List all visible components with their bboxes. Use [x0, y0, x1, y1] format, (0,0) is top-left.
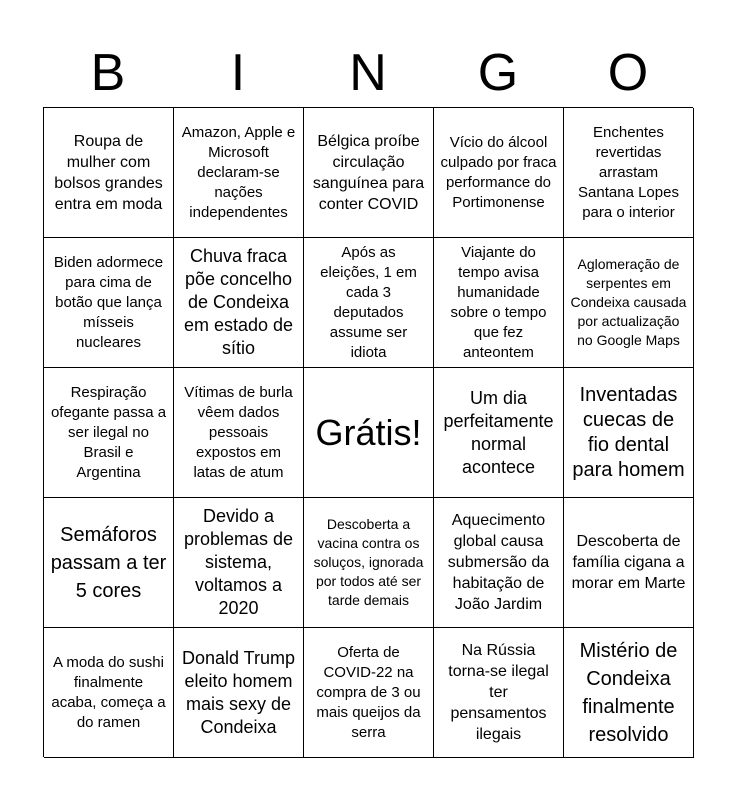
- bingo-cell[interactable]: [434, 108, 564, 238]
- bingo-cell-text: Bélgica proíbe circulação sanguínea para conter COVID: [312, 132, 425, 213]
- bingo-cell-text: Aglomeração de serpentes em Condeixa causada por actualização no Google Maps: [570, 256, 687, 348]
- bingo-cell[interactable]: [174, 238, 304, 368]
- bingo-cell-text: Oferta de COVID-22 na compra de 3 ou mais queijos da serra: [316, 643, 421, 741]
- bingo-cell[interactable]: [564, 628, 694, 758]
- bingo-cell-text: Viajante do tempo avisa humanidade sobre o tempo que fez anteontem: [450, 243, 547, 361]
- bingo-cell-text: Amazon, Apple e Microsoft declaram-se nações independentes: [181, 123, 296, 221]
- header-letter-i: I: [230, 44, 246, 102]
- bingo-cell[interactable]: [564, 238, 694, 368]
- bingo-cell-text: Biden adormece para cima de botão que lança mísseis nucleares: [53, 253, 164, 351]
- bingo-cell[interactable]: [44, 238, 174, 368]
- bingo-cell-text: Mistério de Condeixa finalmente resolvido: [579, 639, 678, 746]
- header-letter-n: N: [349, 44, 387, 102]
- bingo-header: [43, 38, 693, 108]
- bingo-cell[interactable]: [174, 368, 304, 498]
- bingo-cell-text: Roupa de mulher com bolsos grandes entra em moda: [54, 132, 163, 213]
- bingo-cell-text: A moda do sushi finalmente acaba, começa a do ramen: [51, 653, 166, 731]
- bingo-cell[interactable]: [44, 108, 174, 238]
- bingo-cell[interactable]: [564, 368, 694, 498]
- bingo-cell[interactable]: [434, 498, 564, 628]
- bingo-cell-text: Devido a problemas de sistema, voltamos a 2020: [183, 506, 294, 618]
- bingo-cell[interactable]: [174, 108, 304, 238]
- bingo-cell-text: Semáforos passam a ter 5 cores: [50, 523, 167, 602]
- free-space-text: Grátis!: [315, 411, 422, 453]
- free-space-cell[interactable]: [304, 368, 434, 498]
- header-letter-g: G: [477, 44, 519, 102]
- bingo-cell-text: Após as eleições, 1 em cada 3 deputados assume ser idiota: [320, 243, 417, 361]
- bingo-cell[interactable]: [44, 628, 174, 758]
- bingo-cell[interactable]: [174, 628, 304, 758]
- bingo-cell[interactable]: [564, 498, 694, 628]
- bingo-grid: [43, 107, 693, 757]
- bingo-cell-text: Aquecimento global causa submersão da habitação de João Jardim: [447, 512, 550, 613]
- bingo-cell[interactable]: [174, 498, 304, 628]
- bingo-cell-text: Chuva fraca põe concelho de Condeixa em estado de sítio: [183, 246, 294, 358]
- bingo-cell-text: Descoberta a vacina contra os soluços, ignorada por todos até ser tarde demais: [313, 516, 424, 608]
- bingo-cell[interactable]: [304, 238, 434, 368]
- bingo-cell[interactable]: [44, 368, 174, 498]
- bingo-cell-text: Na Rússia torna-se ilegal ter pensamentos ilegais: [448, 642, 549, 743]
- bingo-cell-text: Vítimas de burla vêem dados pessoais expostos em latas de atum: [184, 383, 293, 481]
- header-letter-o: O: [607, 44, 649, 102]
- bingo-cell[interactable]: [434, 628, 564, 758]
- bingo-cell-text: Respiração ofegante passa a ser ilegal no Brasil e Argentina: [50, 383, 167, 481]
- bingo-cell[interactable]: [44, 498, 174, 628]
- bingo-cell[interactable]: [304, 628, 434, 758]
- header-letter-b: B: [90, 44, 126, 102]
- bingo-cell[interactable]: [304, 108, 434, 238]
- bingo-cell[interactable]: [304, 498, 434, 628]
- bingo-cell[interactable]: [434, 368, 564, 498]
- bingo-cell-text: Um dia perfeitamente normal acontece: [443, 387, 554, 477]
- bingo-cell[interactable]: [564, 108, 694, 238]
- bingo-cell-text: Enchentes revertidas arrastam Santana Lopes para o interior: [578, 123, 679, 221]
- bingo-cell[interactable]: [434, 238, 564, 368]
- bingo-cell-text: Donald Trump eleito homem mais sexy de Condeixa: [181, 647, 296, 737]
- bingo-cell-text: Descoberta de família cigana a morar em Marte: [571, 533, 686, 592]
- bingo-cell-text: Vício do álcool culpado por fraca performance do Portimonense: [440, 133, 557, 211]
- bingo-cell-text: Inventadas cuecas de fio dental para homem: [572, 383, 685, 481]
